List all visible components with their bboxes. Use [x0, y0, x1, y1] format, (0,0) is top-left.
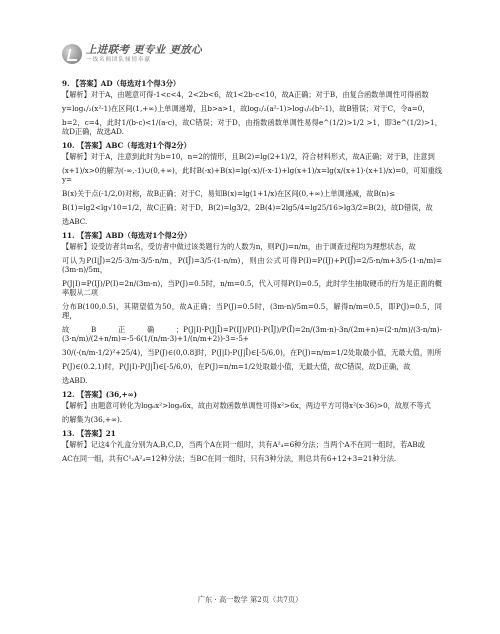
explanation-line: y=log₁/₂(x²-1)在区间(1,+∞)上单调递增，且b>a>1，故log₁/₂(a²-1)>log₁/₂(b²-1)，故B错误；对于C，令a=0，: [62, 104, 430, 113]
explanation-line: B(1)=lg2<lg√10=1/2，故C正确；对于D，B(2)=lg3/2，2B(4)=2lg5/4=lg25/16>lg3/2=B(2)，故D错误，故: [62, 203, 433, 212]
answer-line: 11. 【答案】ABD（每选对1个得2分）: [62, 231, 192, 240]
explanation-line: 【解析】记这4个礼盒分别为A,B,C,D，当两个A在同一组时，共有A²₄=6种分法；当两个A不在同一组时，若AB或: [62, 440, 425, 449]
explanation-line: 可认为P(I|J̄)=2/5·3/m·3/5·n/m，P(IJ̄)=3/5·(1-n/m)，则由公式可得P(I)=P(IJ)+P(IJ̄)=2/5·n/m+3/5·(1-n/m)=(3m-n)/5m，: [62, 256, 442, 274]
explanation-line: 【解析】设受访者共m名，受访者中做过该类题行为的人数为n，则P(J)=n/m，由于调查过程均为理想状态，故: [62, 242, 416, 251]
brand-subtitle: 一线名师团队倾情奉献: [86, 57, 152, 64]
explanation-line: 分布B(100,0.5)，其期望值为50，故A正确；当P(J)=0.5时，(3m-n)/5m=0.5，解得n/m=0.5，即P(J)=0.5，同理，: [62, 302, 442, 320]
brand: [86, 44, 202, 64]
answer-content: [62, 76, 442, 468]
explanation-line: 【解析】对于A，注意到此时为b=10，n=2的情形，且B(2)=lg(2+1)/2，符合材料形式，故A正确；对于B，注意到: [62, 152, 435, 161]
answer-line: 13. 【答案】21: [62, 429, 116, 438]
explanation-line: B(x)关于点(-1/2,0)对称，故B正确；对于C，易知B(x)=lg(1+1/x)在区间(0,+∞)上单调递减，故B(n)≤: [62, 189, 396, 198]
brand-title: 上进联考 更专业 更放心: [86, 44, 202, 56]
answer-line: 12. 【答案】(36,+∞): [62, 390, 138, 399]
question-item: [62, 429, 442, 463]
logo-icon: [62, 44, 82, 64]
explanation-line: 【解析】由题意可转化为log₆x²>log₆6x，故由对数函数单调性可得x²>6x，两边平方可得x²(x-36)>0，故原不等式: [62, 401, 431, 410]
question-item: [62, 141, 442, 226]
explanation-line: 选ABD.: [62, 376, 88, 385]
question-item: [62, 79, 442, 136]
explanation-line: 选ABC.: [62, 217, 88, 226]
explanation-line: P(J|I)=P(IJ)/P(I)=2n/(3m-n)，当P(J)=0.5时，n/m=0.5，代入可得P(I)=0.5，此时学生抽取硬币的行为是正面的概率服从二项: [62, 279, 442, 297]
answer-line: 10. 【答案】ABC（每选对1个得2分）: [62, 141, 191, 150]
explanation-line: P(J)∈(0.2,1)时，P(J|I)-P(J|Ī)∈[-5/6,0)，在P(J)=n/m=1/2处取最小值，无最大值，故C错误，故D正确，故: [62, 362, 411, 371]
header: [62, 44, 202, 64]
explanation-line: 的解集为(36,+∞).: [62, 415, 123, 424]
question-item: [62, 390, 442, 424]
explanation-line: (x+1)/x>0的解为(-∞,-1)∪(0,+∞)，此时B(-x)+B(x)=lg(-x)/(-x-1)+lg(x+1)/x=lg(x/(x+1)·(x+1)/x)=0，可知重线y=: [62, 166, 442, 184]
explanation-line: AC在同一组，共有C¹₂A²₄=12种分法；当BC在同一组时，只有3种分法，则总共有6+12+3=21种分法.: [62, 454, 397, 463]
question-item: [62, 231, 442, 385]
answer-line: 9. 【答案】AD（每选对1个得3分）: [62, 79, 181, 88]
page-footer: 广东 · 高一数学 第2页（共7页）: [197, 595, 303, 604]
explanation-line: 30/(-(n/m-1/2)²+25/4)，当P(J)∈(0,0.8]时，P(J|I)-P(J|Ī)∈[-5/6,0)，在P(J)=n/m=1/2处取最小值，无最大值，则所: [62, 348, 442, 357]
explanation-line: 故B正确；P(J|I)-P(J|Ī)=P(IJ)/P(I)-P(ĪJ)/P(Ī)=2n/(3m-n)-3n/(2m+n)=(2·n/m)/(3-n/m)-(3·n/m)/(2+n/m)=-5·6(1/(n/m-3)+1/(n/m+2))-3=-5+: [62, 325, 442, 343]
explanation-line: b=2，c=4，此时1/(b-c)<1/(a-c)，故C错误；对于D，由指数函数单调性易得e^(1/2)>1/2 >1，即3e^(1/2)>1，故D正确，故选AD.: [62, 118, 442, 136]
explanation-line: 【解析】对于A，由题意可得-1<c<4，2<2b<6，故1<2b-c<10，故A正确；对于B，由复合函数单调性可得函数: [62, 90, 429, 99]
